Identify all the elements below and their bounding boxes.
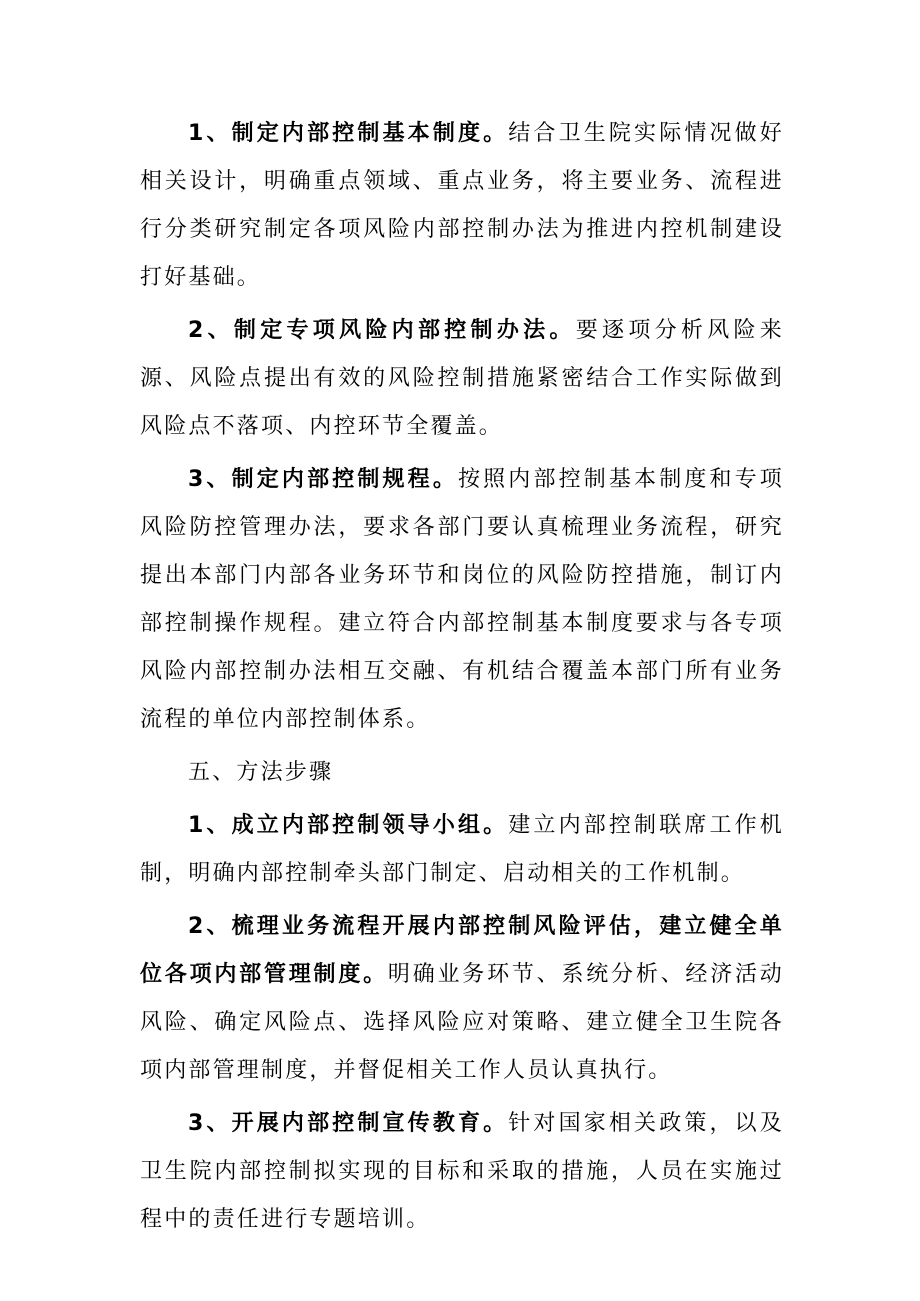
paragraph-2-body: 要逐项分析风险来源、风险点提出有效的风险控制措施紧密结合工作实际做到风险点不落项、内控环节全覆盖。 bbox=[140, 318, 784, 439]
step-3-body: 针对国家相关政策，以及卫生院内部控制拟实现的目标和采取的措施，人员在实施过程中的责任进行专题培训。 bbox=[140, 1111, 784, 1232]
paragraph-2 bbox=[140, 307, 784, 451]
paragraph-2-lead: 2、制定专项风险内部控制办法。 bbox=[188, 318, 576, 343]
section-heading: 五、方法步骤 bbox=[188, 760, 334, 785]
step-1-lead: 1、成立内部控制领导小组。 bbox=[188, 813, 509, 838]
step-2-body: 明确业务环节、系统分析、经济活动风险、确定风险点、选择风险应对策略、建立健全卫生院各项内部管理制度，并督促相关工作人员认真执行。 bbox=[140, 962, 784, 1083]
paragraph-3-lead: 3、制定内部控制规程。 bbox=[188, 467, 458, 492]
step-3 bbox=[140, 1100, 784, 1244]
paragraph-1-lead: 1、制定内部控制基本制度。 bbox=[188, 121, 509, 146]
step-1-body: 建立内部控制联席工作机制，明确内部控制牵头部门制定、启动相关的工作机制。 bbox=[140, 813, 784, 886]
step-1 bbox=[140, 802, 784, 898]
paragraph-3-body: 按照内部控制基本制度和专项风险防控管理办法，要求各部门要认真梳理业务流程，研究提出本部门内部各业务环节和岗位的风险防控措施，制订内部控制操作规程。建立符合内部控制基本制度要求与各专项风险内部控制办法相互交融、有机结合覆盖本部门所有业务流程的单位内部控制体系。 bbox=[140, 467, 784, 732]
paragraph-1-body: 结合卫生院实际情况做好相关设计，明确重点领域、重点业务，将主要业务、流程进行分类研究制定各项风险内部控制办法为推进内控机制建设打好基础。 bbox=[140, 121, 784, 290]
document-page bbox=[140, 110, 784, 1249]
paragraph-1 bbox=[140, 110, 784, 302]
step-2 bbox=[140, 903, 784, 1095]
step-2-lead: 2、梳理业务流程开展内部控制风险评估，建立健全单位各项内部管理制度。 bbox=[140, 914, 784, 987]
paragraph-3 bbox=[140, 456, 784, 744]
step-3-lead: 3、开展内部控制宣传教育。 bbox=[188, 1111, 509, 1136]
